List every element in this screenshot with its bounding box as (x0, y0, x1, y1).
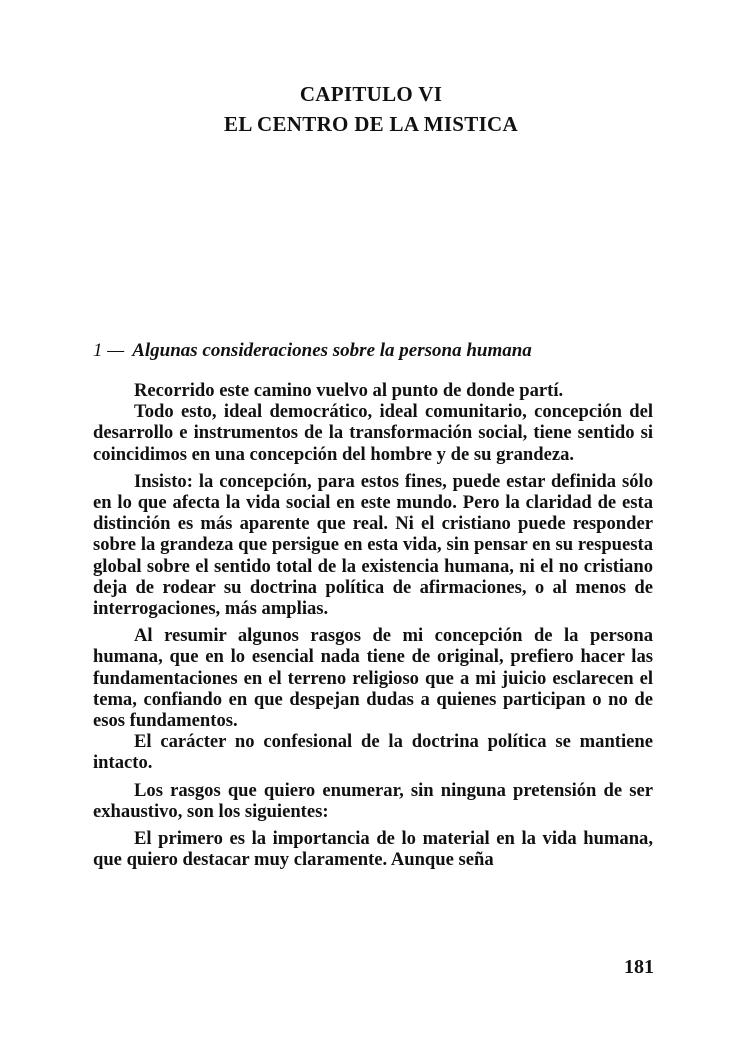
paragraph: El primero es la importancia de lo material en la vida humana, que quiero destacar muy claramente. Aunque seña (93, 828, 653, 871)
paragraph: Recorrido este camino vuelvo al punto de donde partí. (134, 380, 564, 401)
section-heading (93, 340, 653, 362)
page-number: 181 (624, 956, 654, 978)
body-text (93, 380, 653, 870)
paragraph: Todo esto, ideal democrático, ideal comunitario, concepción del desarrollo e instrumentos de la transformación social, tiene sentido si coincidimos en una concepción del hombre y de su grandeza. (93, 401, 653, 465)
chapter-number: CAPITULO VI (299, 82, 443, 106)
paragraph: El carácter no confesional de la doctrina política se mantiene intacto. (93, 731, 653, 774)
section-number: 1 — (93, 340, 125, 361)
paragraph: Al resumir algunos rasgos de mi concepción de la persona humana, que en lo esencial nada tiene de original, prefiero hacer las fundamentaciones en el terreno religioso que a mi juicio esclarecen el tema, confiando en que despejan dudas a quienes participan o no de esos fundamentos. (93, 625, 653, 732)
section-title: Algunas consideraciones sobre la persona humana (132, 340, 532, 361)
chapter-title: EL CENTRO DE LA MISTICA (224, 112, 518, 136)
paragraph: Los rasgos que quiero enumerar, sin ninguna pretensión de ser exhaustivo, son los siguientes: (93, 779, 653, 822)
paragraph: Insisto: la concepción, para estos fines, puede estar definida sólo en lo que afecta la vida social en este mundo. Pero la claridad de esta distinción es más aparente que real. Ni el cristiano puede responder sobre la grandeza que persigue en esta vida, sin pensar en su respuesta global sobre el sentido total de la existencia humana, ni el no cristiano deja de rodear su doctrina política de afirmaciones, o al menos de interrogaciones, más amplias. (93, 470, 653, 620)
